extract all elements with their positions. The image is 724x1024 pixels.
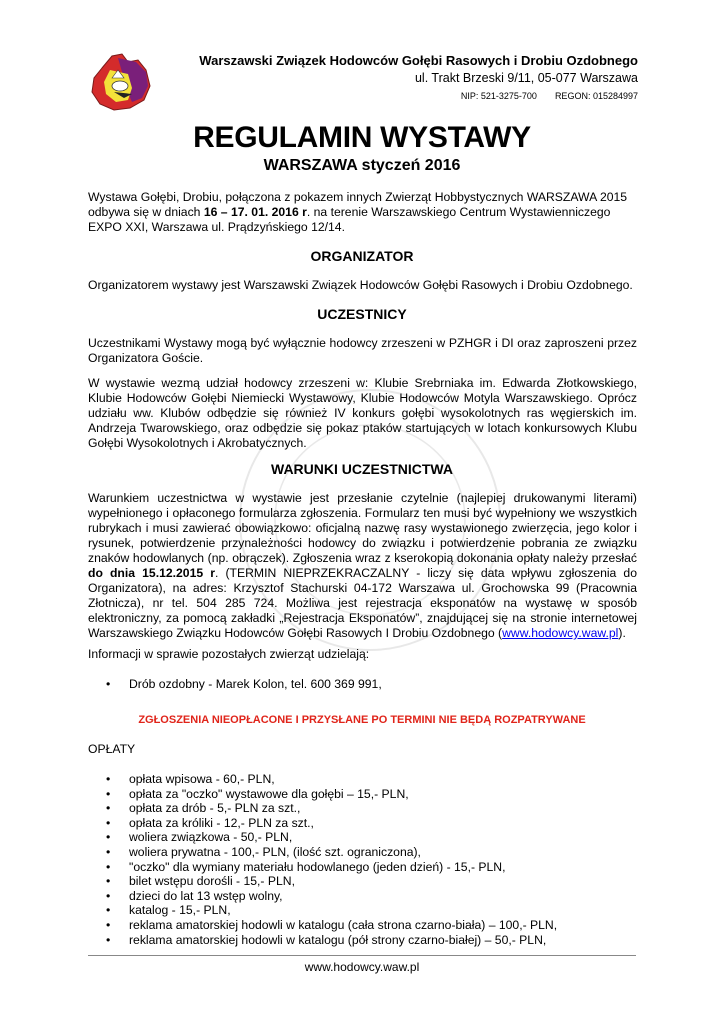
intro-line-2: odbywa się w dniach 16 – 17. 01. 2016 r. na terenie Warszawskiego Centrum Wystawienniczego — [88, 205, 611, 219]
list-item: • Drób ozdobny - Marek Kolon, tel. 600 369 991, — [88, 677, 382, 692]
info-text: Informacji w sprawie pozostałych zwierząt udzielają: — [88, 647, 370, 661]
list-item: • opłata za "oczko" wystawowe dla gołębi – 15,- PLN, — [88, 787, 557, 802]
intro-dates: 16 – 17. 01. 2016 r — [203, 205, 307, 219]
section-heading-organizator: ORGANIZATOR — [310, 248, 414, 264]
warunki-paragraph: Warunkiem uczestnictwa w wystawie jest przesłanie czytelnie (najlepiej drukowanymi literami) wypełnionego i opłaconego formularza zgłoszenia. Formularz ten musi być wypełniony we wszystkich rubrykach i musi zawierać obowiązkowo: oficjalną nazwę rasy wystawionego zwierzęcia, jego kolor i rysunek, potwierdzenie przynależności hodowcy do związku i potwierdzenie pobrania ze związku znaków hodowlanych (np. obrączek). Zgłoszenia wraz z kserokopią dokonania opłaty należy przesłać do dnia 15.12.2015 r. (TERMIN NIEPRZEKRACZALNY - liczy się data wpływu zgłoszenia do Organizatora), na adres: Krzysztof Stachurski 04-172 Warszawa ul. Grochowska 99 (Pracownia Złotnicza), nr tel. 504 285 724. Możliwa jest rejestracja eksponatów na wystawę w sposób elektroniczny, za pomocą zakładki „Rejestracja Eksponatów”, znajdującej się na stronie internetowej Warszawskiego Związku Hodowców Gołębi Rasowych I Drobiu Ozdobnego (www.hodowcy.waw.pl). — [88, 491, 637, 640]
section-heading-warunki: WARUNKI UCZESTNICTWA — [271, 461, 453, 477]
header-organization: Warszawski Związek Hodowców Gołębi Rasowych i Drobiu Ozdobnego — [199, 53, 638, 68]
header-ids — [461, 91, 638, 101]
section-heading-uczestnicy: UCZESTNICY — [317, 306, 407, 322]
warunki-deadline: do dnia 15.12.2015 r — [88, 566, 215, 580]
footer-url[interactable]: www.hodowcy.waw.pl — [304, 960, 420, 974]
header-regon: REGON: 015284997 — [554, 91, 638, 101]
section-heading-oplaty: OPŁATY — [88, 742, 136, 756]
list-item: • bilet wstępu dorośli - 15,- PLN, — [88, 874, 557, 889]
list-item: • opłata za drób - 5,- PLN za szt., — [88, 801, 557, 816]
header-address: ul. Trakt Brzeski 9/11, 05-077 Warszawa — [414, 71, 638, 85]
list-item: • reklama amatorskiej hodowli w katalogu (cała strona czarno-biała) – 100,- PLN, — [88, 918, 557, 933]
header-nip: NIP: 521-3275-700 — [460, 91, 537, 101]
uczestnicy-paragraph-1: Uczestnikami Wystawy mogą być wyłącznie hodowcy zrzeszeni w PZHGR i DI oraz zaproszeni przez Organizatora Goście. — [88, 336, 637, 365]
intro-paragraph — [88, 190, 637, 235]
organizator-paragraph: Organizatorem wystawy jest Warszawski Związek Hodowców Gołębi Rasowych i Drobiu Ozdobnego. — [88, 278, 633, 292]
list-item: • "oczko" dla wymiany materiału hodowlanego (jeden dzień) - 15,- PLN, — [88, 860, 557, 875]
document-title: REGULAMIN WYSTAWY — [193, 121, 531, 154]
list-item: • woliera prywatna - 100,- PLN, (ilość szt. ograniczona), — [88, 845, 557, 860]
info-list — [88, 677, 382, 692]
list-item: • woliera związkowa - 50,- PLN, — [88, 830, 557, 845]
list-item: • opłata za króliki - 12,- PLN za szt., — [88, 816, 557, 831]
document-subtitle: WARSZAWA styczeń 2016 — [263, 157, 461, 174]
association-logo — [88, 48, 158, 112]
website-link[interactable]: www.hodowcy.waw.pl — [502, 626, 619, 640]
list-item: • dzieci do lat 13 wstęp wolny, — [88, 889, 557, 904]
list-item: • opłata wpisowa - 60,- PLN, — [88, 772, 557, 787]
footer-divider — [88, 955, 636, 956]
uczestnicy-paragraph-2: W wystawie wezmą udział hodowcy zrzeszeni w: Klubie Srebrniaka im. Edwarda Złotkowskiego, Klubie Hodowców Gołębi Niemiecki Wystawowy, Klubie Hodowców Motyla Warszawskiego. Oprócz udziału ww. Klubów odbędzie się również IV konkurs gołębi wysokolotnych ras węgierskich im. Andrzeja Twarowskiego, oraz odbędzie się pokaz ptaków startujących w lotach konkursowych Klubu Gołębi Wysokolotnych i Akrobatycznych. — [88, 376, 637, 450]
list-item: • katalog - 15,- PLN, — [88, 903, 557, 918]
warning-notice: ZGŁOSZENIA NIEOPŁACONE I PRZYSŁANE PO TERMINI NIE BĘDĄ ROZPATRYWANE — [138, 714, 586, 726]
intro-line-1: Wystawa Gołębi, Drobiu, połączona z pokazem innych Zwierząt Hobbystycznych WARSZAWA 2015 — [88, 190, 628, 204]
oplaty-list — [88, 772, 557, 947]
intro-line-3: EXPO XXI, Warszawa ul. Prądzyńskiego 12/14. — [88, 220, 345, 234]
list-item: • reklama amatorskiej hodowli w katalogu (pół strony czarno-białej) – 50,- PLN, — [88, 933, 557, 948]
